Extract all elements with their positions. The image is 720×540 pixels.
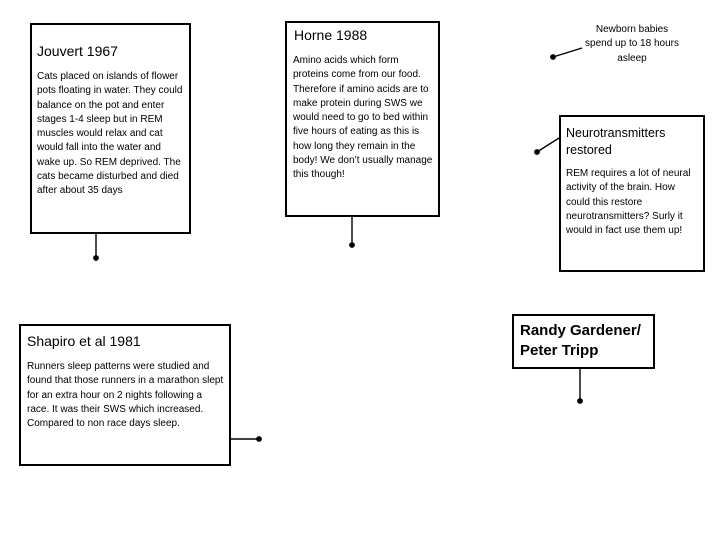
- shapiro-text: Runners sleep patterns were studied and found that those runners in a marathon slept for an extra hour on 2 nights following a race. It was their SWS which increased. Compared to non race days sleep.: [27, 361, 224, 430]
- connector-dot-jouvert: [94, 256, 98, 260]
- randy-title: Randy Gardener/ Peter Tripp: [520, 322, 641, 359]
- connector-dot-neuro: [535, 150, 539, 154]
- horne-text: Amino acids which form proteins come from our food. Therefore if amino acids are to make protein during SWS we would need to go to bed within five hours of eating as this is how long they remain in the body! We don’t usually manage this though!: [293, 55, 433, 181]
- connector-newborn: [553, 48, 582, 57]
- connector-dot-randy: [578, 399, 582, 403]
- neuro-title: Neurotransmitters restored: [566, 126, 666, 157]
- connector-dot-newborn: [551, 55, 555, 59]
- connector-dot-horne: [350, 243, 354, 247]
- newborn-note: Newborn babies spend up to 18 hours asleep: [585, 24, 679, 64]
- connector-dot-shapiro: [257, 437, 261, 441]
- horne-title: Horne 1988: [294, 27, 368, 43]
- connector-neuro: [537, 138, 559, 152]
- neuro-text: REM requires a lot of neural activity of the brain. How could this restore neurotransmitters? Surly it would in fact use them up!: [566, 168, 691, 237]
- jouvert-text: Cats placed on islands of flower pots floating in water. They could balance on the pot and enter stages 1-4 sleep but in REM muscles would relax and cat would fall into the water and wake up. So REM deprived. The cats became disturbed and died after about 35 days: [37, 71, 183, 197]
- shapiro-title: Shapiro et al 1981: [27, 333, 141, 349]
- jouvert-title: Jouvert 1967: [37, 43, 118, 59]
